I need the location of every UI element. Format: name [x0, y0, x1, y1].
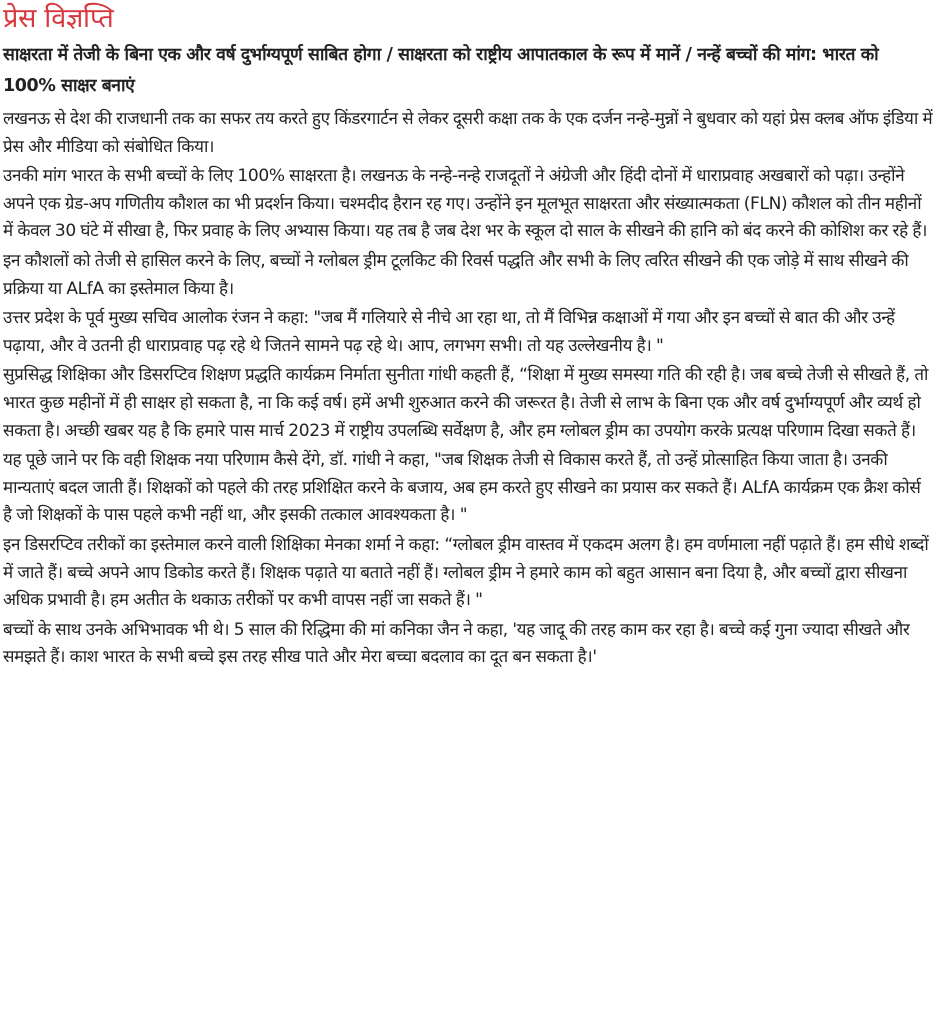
- paragraph-quote-menka-sharma: इन डिसरप्टिव तरीकों का इस्तेमाल करने वाली शिक्षिका मेनका शर्मा ने कहा: “ग्लोबल ड्रीम वास्तव में एकदम अलग है। हम वर्णमाला नहीं पढ़ाते हैं। हम सीधे शब्दों में जाते हैं। बच्चे अपने आप डिकोड करते हैं। शिक्षक पढ़ाते या बताते नहीं हैं। ग्लोबल ड्रीम ने हमारे काम को बहुत आसान बना दिया है, और बच्चों द्वारा सीखना अधिक प्रभावी है। हम अतीत के थकाऊ तरीकों पर कभी वापस नहीं जा सकते हैं। ": [3, 534, 929, 611]
- paragraph-intro: लखनऊ से देश की राजधानी तक का सफर तय करते हुए किंडरगार्टन से लेकर दूसरी कक्षा तक के एक दर्जन नन्हे-मुन्नों ने बुधवार को यहां प्रेस क्लब ऑफ इंडिया में प्रेस और मीडिया को संबोधित किया।: [3, 109, 933, 157]
- paragraph-quote-sunita-gandhi: सुप्रसिद्ध शिक्षिका और डिसरप्टिव शिक्षण प्रद्धति कार्यक्रम निर्माता सुनीता गांधी कहती हैं, “शिक्षा में मुख्य समस्या गति की रही है। जब बच्चे तेजी से सीखते हैं, तो भारत कुछ महीनों में ही साक्षर हो सकता है, ना कि कई वर्ष। हमें अभी शुरुआत करने की जरूरत है। तेजी से लाभ के बिना एक और वर्ष दुर्भाग्यपूर्ण और व्यर्थ हो सकता है। अच्छी खबर यह है कि हमारे पास मार्च 2023 में राष्ट्रीय उपलब्धि सर्वेक्षण है, और हम ग्लोबल ड्रीम का उपयोग करके प्रत्यक्ष परिणाम दिखा सकते हैं।: [3, 365, 929, 441]
- document-title: प्रेस विज्ञप्ति: [3, 3, 114, 34]
- paragraph-quote-dr-gandhi: यह पूछे जाने पर कि वही शिक्षक नया परिणाम कैसे देंगे, डॉ. गांधी ने कहा, "जब शिक्षक तेजी से विकास करते हैं, तो उन्हें प्रोत्साहित किया जाता है। उनकी मान्यताएं बदल जाती हैं। शिक्षकों को पहले की तरह प्रशिक्षित करने के बजाय, अब हम करते हुए सीखने का प्रयास कर सकते हैं। ALfA कार्यक्रम एक क्रैश कोर्स है जो शिक्षकों के पास पहले कभी नहीं था, और इसकी तत्काल आवश्यकता है। ": [3, 450, 921, 526]
- paragraph-method: इन कौशलों को तेजी से हासिल करने के लिए, बच्चों ने ग्लोबल ड्रीम टूलकिट की रिवर्स पद्धति और सभी के लिए त्वरित सीखने की एक जोड़े में साथ सीखने की प्रक्रिया या ALfA का इस्तेमाल किया है।: [3, 250, 909, 299]
- paragraph-quote-alok-ranjan: उत्तर प्रदेश के पूर्व मुख्य सचिव आलोक रंजन ने कहा: "जब मैं गलियारे से नीचे आ रहा था, तो मैं विभिन्न कक्षाओं में गया और इन बच्चों से बात की और उन्हें पढ़ाया, और वे उतनी ही धाराप्रवाह पढ़ रहे थे जितने सामने पढ़ रहे थे। आप, लगभग सभी। तो यह उल्लेखनीय है। ": [3, 308, 895, 356]
- headline: साक्षरता में तेजी के बिना एक और वर्ष दुर्भाग्यपूर्ण साबित होगा / साक्षरता को राष्ट्रीय आपातकाल के रूप में मानें / नन्हें बच्चों की मांग: भारत को 100% साक्षर बनाएं: [3, 45, 879, 96]
- paragraph-demand: उनकी मांग भारत के सभी बच्चों के लिए 100% साक्षरता है। लखनऊ के नन्हे-नन्हे राजदूतों ने अंग्रेजी और हिंदी दोनों में धाराप्रवाह अखबारों को पढ़ा। उन्होंने अपने एक ग्रेड-अप गणितीय कौशल का भी प्रदर्शन किया। चश्मदीद हैरान रह गए। उन्होंने इन मूलभूत साक्षरता और संख्यात्मकता (FLN) कौशल को तीन महीनों में केवल 30 घंटे में सीखा है, फिर प्रवाह के लिए अभ्यास किया। यह तब है जब देश भर के स्कूल दो साल के सीखने की हानि को बंद करने की कोशिश कर रहे हैं।: [3, 166, 928, 242]
- paragraph-quote-kanika-jain: बच्चों के साथ उनके अभिभावक भी थे। 5 साल की रिद्धिमा की मां कनिका जैन ने कहा, 'यह जादू की तरह काम कर रहा है। बच्चे कई गुना ज्यादा सीखते और समझते हैं। काश भारत के सभी बच्चे इस तरह सीख पाते और मेरा बच्चा बदलाव का दूत बन सकता है।': [3, 619, 910, 668]
